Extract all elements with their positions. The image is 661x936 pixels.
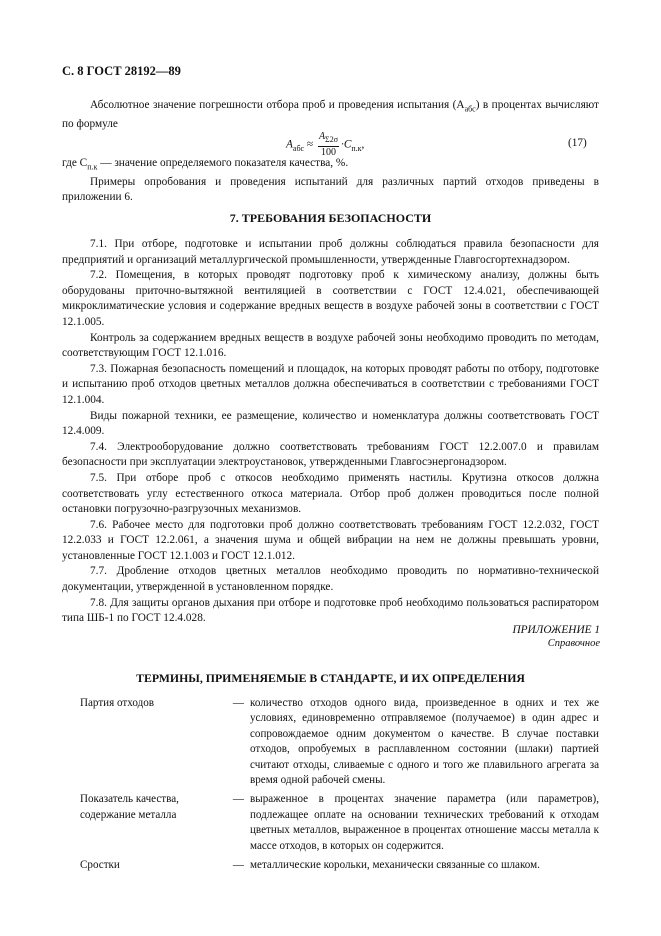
section-paragraph: 7.3. Пожарная безопасность помещений и площадок, на которых проводят работы по отбору, подготовке и испытанию проб отходов цветных металлов должна обеспечиваться в соответствии с требованиями ГОСТ 12.1.004. (62, 362, 599, 406)
intro-paragraph: Абсолютное значение погрешности отбора проб и проведения испытания $(A_{абс})$ в процентах вычисляют по формуле (62, 99, 599, 130)
section-paragraph: 7.8. Для защиты органов дыхания при отборе и подготовке проб необходимо пользоваться распиратором типа ШБ-1 по ГОСТ 12.4.028. (62, 596, 599, 625)
term-row (62, 792, 599, 854)
term-name: Сростки (80, 859, 120, 872)
section-7-body (62, 237, 599, 627)
section-paragraph: Контроль за содержанием вредных веществ в воздухе рабочей зоны необходимо проводить по методам, соответствующим ГОСТ 12.1.016. (62, 331, 599, 360)
intro-paragraph-2: Примеры опробования и проведения испытаний для различных партий отходов приведены в приложении 6. (62, 175, 599, 204)
term-name: Партия отходов (80, 697, 155, 709)
appendix-label: ПРИЛОЖЕНИЕ 1 (512, 624, 600, 636)
section-paragraph: 7.6. Рабочее место для подготовки проб должно соответствовать требованиям ГОСТ 12.2.032, ГОСТ 12.2.033 и ГОСТ 12.2.061, а значения шума и общей вибрации на нем не должны превышать уровни, установленные ГОСТ 12.1.003 и ГОСТ 12.1.012. (62, 518, 599, 562)
term-definition: выраженное в процентах значение параметра (или параметров), подлежащее оплате на основании технических требований к отходам цветных металлов, выраженное в процентах отношение массы металла к массе отходов, в которых он содержится. (250, 793, 599, 852)
appendix-sublabel: Справочное (547, 638, 600, 649)
term-dash: — (232, 697, 244, 709)
term-name: Показатель качества, содержание металла (80, 793, 179, 821)
section-paragraph: 7.7. Дробление отходов цветных металлов необходимо проводить по нормативно-технической документации, утвержденной в установленном порядке. (62, 565, 599, 594)
section-paragraph: Виды пожарной техники, ее размещение, количество и номенклатура должны соответствовать ГОСТ 12.4.009. (62, 409, 599, 438)
formula-17: $A_{абс}$ ≈ $\frac{A_{\Sigma 2\sigma}}{100}$ $\cdot C_{п.к}$, (17) (286, 131, 587, 158)
terms-list (62, 696, 599, 877)
term-dash: — (232, 859, 244, 872)
term-definition: металлические корольки, механически связанные со шлаком. (250, 859, 540, 872)
section-paragraph: 7.1. При отборе, подготовке и испытании проб должны соблюдаться правила безопасности для предприятий и организаций металлургической промышленности, утвержденные Главгосгортехнадзором. (62, 238, 599, 266)
formula-fraction: $\frac{A_{\Sigma 2\sigma}}{100}$ (318, 131, 339, 158)
section-title: 7. ТРЕБОВАНИЯ БЕЗОПАСНОСТИ (229, 211, 432, 225)
term-row (62, 696, 599, 788)
term-dash: — (232, 793, 244, 806)
intro-where: где $C_{п.к}$ — значение определяемого показателя качества, %. Примеры опробования и проведения испытаний для различных партий отходов приведены в приложении 6. (62, 156, 599, 206)
page-header: С. 8 ГОСТ 28192—89 (62, 64, 181, 78)
term-row (62, 858, 599, 873)
section-paragraph: 7.4. Электрооборудование должно соответствовать требованиям ГОСТ 12.2.007.0 и правилам безопасности при эксплуатации электроустановок, утвержденными Главгосэнергонадзором. (62, 440, 599, 469)
term-definition: количество отходов одного вида, произведенное в одних и тех же условиях, единовременно отправляемое (получаемое) в один адрес и сопровождаемое одним документом о качестве. В случае поставки отходов, опробуемых в расплавленном состоянии (шлаки) партией считают отходы, сливаемые с одного и того же плавильного агрегата за время одной рабочей смены. (250, 697, 599, 787)
formula-number: (17) (568, 137, 587, 149)
section-paragraph: 7.2. Помещения, в которых проводят подготовку проб к химическому анализу, должны быть оборудованы приточно-вытяжной вентиляцией в соответствии с ГОСТ 12.4.021, обеспечивающей микроклиматические условия и содержание вредных веществ в воздухе рабочей зоны в соответствии с ГОСТ 12.1.005. (62, 269, 599, 328)
section-paragraph: 7.5. При отборе проб с откосов необходимо применять настилы. Крутизна откосов должна соответствовать углу естественного откоса материала. Отбор проб должен проводиться после полной остановки погрузочно-разгрузочных механизмов. (62, 471, 599, 516)
appendix-title: ТЕРМИНЫ, ПРИМЕНЯЕМЫЕ В СТАНДАРТЕ, И ИХ ОПРЕДЕЛЕНИЯ (136, 671, 525, 685)
